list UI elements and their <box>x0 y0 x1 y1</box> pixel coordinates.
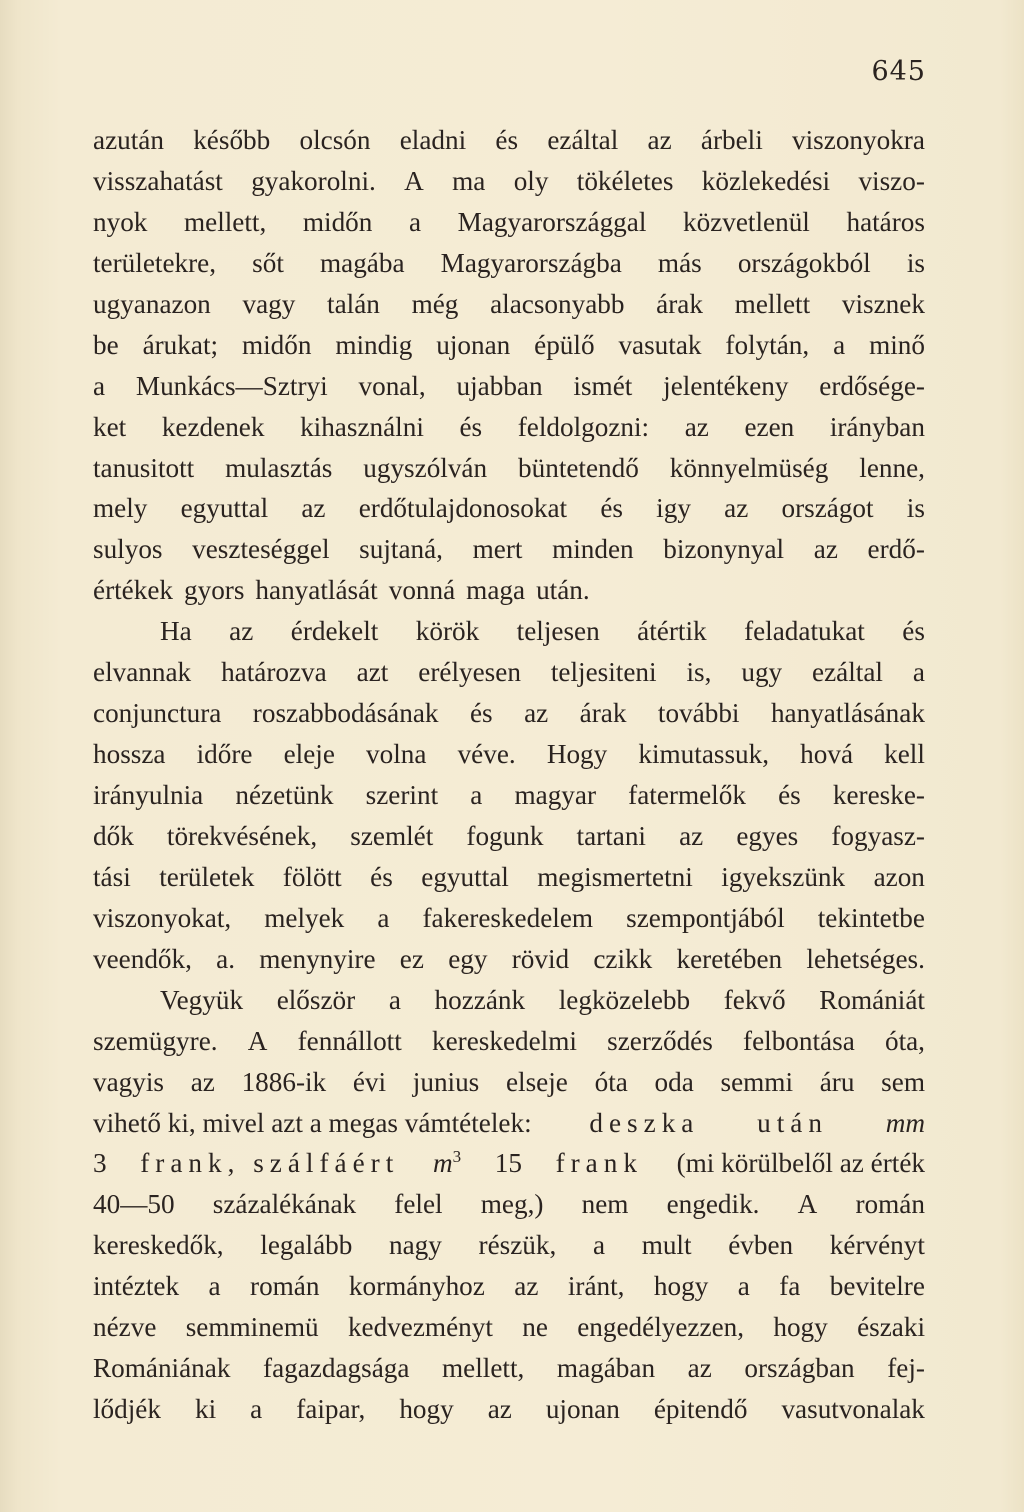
word: Ha <box>160 616 192 647</box>
word: feldolgozni: <box>517 411 650 442</box>
word: és <box>370 861 393 892</box>
word: legalább <box>260 1230 353 1261</box>
word: árukat; <box>142 329 219 360</box>
text-line <box>93 366 925 407</box>
word: gyors <box>184 575 245 606</box>
word: Romániának <box>93 1353 231 1384</box>
word: azt <box>356 657 389 688</box>
word: kimutassuk, <box>638 739 770 770</box>
text-line <box>93 120 925 161</box>
word: ma <box>452 165 486 196</box>
word: hogy <box>653 1271 709 1302</box>
word: és <box>902 616 925 647</box>
word: óta, <box>884 1025 925 1056</box>
word: vagyis <box>93 1066 164 1097</box>
word: viszonyokra <box>792 125 925 155</box>
word: fölött <box>282 861 342 892</box>
word: ujabban <box>456 370 543 401</box>
word: megismertetni <box>537 861 693 892</box>
word: A <box>404 165 424 196</box>
word: sem <box>881 1066 925 1097</box>
word: engedik. <box>666 1189 760 1220</box>
word: román <box>855 1189 925 1220</box>
word: körök <box>415 616 480 647</box>
word: feladatukat <box>744 616 865 647</box>
word: évi <box>352 1066 387 1097</box>
word: igyekszünk <box>721 861 846 892</box>
word: árak <box>656 288 703 319</box>
word: ket <box>93 411 127 442</box>
word: évben <box>728 1230 794 1261</box>
word: kihasználni <box>300 411 424 442</box>
text-line <box>93 529 925 570</box>
word: szerződés <box>607 1025 713 1056</box>
word: eladni <box>399 125 467 155</box>
page-number: 645 <box>871 56 926 87</box>
text-line <box>93 898 925 939</box>
word: az <box>301 493 326 524</box>
word: kereskedők, <box>93 1230 224 1261</box>
word: az <box>487 1394 512 1425</box>
word: minő <box>869 329 925 360</box>
word: ismét <box>573 370 633 401</box>
spaced-word: után <box>757 1107 828 1138</box>
text-line <box>93 1021 925 1062</box>
word: melyek <box>264 902 345 933</box>
word: czikk <box>593 943 653 974</box>
word: országokból <box>737 247 871 278</box>
word: teljesen <box>516 616 600 647</box>
word: kérvényt <box>829 1230 925 1261</box>
word: legközelebb <box>558 984 691 1015</box>
word: Munkács—Sztryi <box>135 370 328 401</box>
word: kell <box>884 739 925 770</box>
word: törekvésének, <box>166 820 318 851</box>
word: fogunk <box>466 820 544 851</box>
word: jelentékeny <box>663 370 789 401</box>
word: A <box>247 1025 268 1056</box>
word: alacsonyabb <box>490 288 625 319</box>
word: ne <box>522 1312 548 1343</box>
word: közlekedési <box>701 165 831 196</box>
word: tartani <box>576 820 646 851</box>
word: felel <box>394 1189 443 1220</box>
text-line <box>93 1062 925 1103</box>
word: intéztek <box>93 1271 180 1302</box>
word: százalékának <box>212 1189 357 1220</box>
word: nézve <box>93 1312 157 1343</box>
word: semminemü <box>185 1312 319 1343</box>
word: nagy <box>389 1230 442 1261</box>
word: tási <box>93 861 131 892</box>
spaced-word: deszka <box>589 1107 700 1138</box>
text-line <box>93 488 925 529</box>
word: magyar <box>514 780 597 810</box>
word: érdekelt <box>290 616 379 647</box>
word: midőn <box>241 329 312 360</box>
word: egyes <box>736 820 799 851</box>
word: fatermelők <box>628 780 746 810</box>
word: a <box>388 984 401 1015</box>
word: azután <box>93 125 164 155</box>
word: keretében <box>676 943 783 974</box>
word: ujonan <box>436 329 511 360</box>
word: határozva <box>221 657 327 688</box>
word: visznek <box>841 288 925 319</box>
number-value: 15 <box>494 1148 522 1179</box>
text-line-with-measures <box>93 1103 925 1144</box>
text-line <box>93 816 925 857</box>
word: folytán, <box>725 329 810 360</box>
word: könnyelmüség <box>669 452 829 483</box>
word: tökéletes <box>576 165 674 196</box>
word: oda <box>654 1066 694 1097</box>
text-line <box>93 1225 925 1266</box>
word: mely <box>93 493 148 524</box>
word: vasutvonalak <box>781 1394 925 1425</box>
word: mert <box>472 534 523 565</box>
word: fej- <box>887 1353 925 1384</box>
word: az <box>647 125 672 155</box>
text-line <box>93 161 925 202</box>
word: rövid <box>511 943 570 974</box>
word: gyakorolni. <box>251 165 376 196</box>
word: mult <box>641 1230 692 1261</box>
word: Vegyük <box>160 984 244 1015</box>
word: magába <box>319 247 405 278</box>
text-line <box>93 1266 925 1307</box>
word: hanyatlásának <box>770 698 925 729</box>
word: roszabbodásának <box>252 698 439 729</box>
word: is <box>906 493 925 524</box>
word: olcsón <box>299 125 371 155</box>
word: talán <box>327 288 380 319</box>
word: a <box>250 1394 263 1425</box>
word: ugyszólván <box>363 452 488 483</box>
text-line <box>93 325 925 366</box>
word: sujtaná, <box>359 534 443 565</box>
word: lehetséges. <box>806 943 925 974</box>
word: erélyesen <box>418 657 521 688</box>
word: vonná <box>388 575 456 606</box>
word: hanyatlását <box>255 575 378 606</box>
word: elseje <box>505 1066 568 1097</box>
word: viszo- <box>858 165 925 196</box>
word: irányban <box>829 411 925 442</box>
word: mellett, <box>183 206 267 237</box>
word: kedvezményt <box>347 1312 493 1343</box>
word: a <box>408 206 422 237</box>
word: mellett <box>734 288 811 319</box>
text-line <box>93 1307 925 1348</box>
word: véve. <box>457 739 516 770</box>
word: szerint <box>365 780 439 810</box>
word: nem <box>581 1189 629 1220</box>
word: szemügyre. <box>93 1025 218 1056</box>
word: az <box>679 820 704 851</box>
text-line <box>93 1184 925 1225</box>
word: vonal, <box>358 370 426 401</box>
word: árak <box>579 698 627 729</box>
word: országban <box>744 1353 855 1384</box>
text-line <box>93 202 925 243</box>
unit-label: m <box>432 1148 453 1179</box>
text-segment: vihető ki, mivel azt a megas vámtételek: <box>93 1107 532 1138</box>
word: és <box>459 411 483 442</box>
word: ki <box>194 1394 217 1425</box>
word: az <box>813 534 838 565</box>
number-value: 3 <box>93 1148 107 1179</box>
word: menynyire <box>259 943 376 974</box>
word: mindig <box>335 329 413 360</box>
unit-exponent: 3 <box>452 1147 462 1167</box>
word: faipar, <box>296 1394 366 1425</box>
word: és <box>600 493 623 524</box>
text-line <box>93 570 925 611</box>
word: junius <box>412 1066 480 1097</box>
word: szemlét <box>350 820 434 851</box>
word: fagazdagsága <box>263 1353 410 1384</box>
word: fakereskedelem <box>422 902 594 933</box>
word: az <box>684 411 709 442</box>
text-line <box>93 284 925 325</box>
word: 1886-ik <box>241 1066 327 1097</box>
word: egy <box>448 943 488 974</box>
word: kereske- <box>832 780 925 810</box>
text-line <box>93 243 925 284</box>
word: igy <box>656 493 691 524</box>
word: közvetlenül <box>683 206 810 237</box>
word: árbeli <box>700 125 763 155</box>
word: lődjék <box>93 1394 161 1425</box>
spaced-text: frank, szálfáért <box>140 1148 400 1179</box>
body-text <box>93 120 925 1430</box>
unit-label: mm <box>885 1107 925 1138</box>
word: az <box>724 493 749 524</box>
word: magában <box>556 1353 656 1384</box>
word: iránt, <box>567 1271 625 1302</box>
word: Magyarországba <box>440 247 622 278</box>
word: hogy <box>399 1394 454 1425</box>
text-line <box>93 775 925 816</box>
word: conjunctura <box>93 698 222 729</box>
text-line <box>93 693 925 734</box>
word: be <box>93 329 119 360</box>
word: fennállott <box>297 1025 402 1056</box>
word: veszteséggel <box>192 534 330 565</box>
word: határos <box>846 206 925 237</box>
word: értékek <box>93 575 173 606</box>
word: a <box>93 370 106 401</box>
word: 40—50 <box>93 1189 175 1220</box>
word: után. <box>536 575 590 606</box>
word: ezen <box>744 411 795 442</box>
word: hossza <box>93 739 166 770</box>
word: bizonynyal <box>663 534 785 565</box>
word: és <box>495 125 519 155</box>
text-line <box>93 939 925 980</box>
word: további <box>657 698 740 729</box>
word: ugyanazon <box>93 288 211 319</box>
word: hogy <box>773 1312 828 1343</box>
word: kereskedelmi <box>432 1025 577 1056</box>
word: visszahatást <box>93 165 223 196</box>
word: viszonyokat, <box>93 902 232 933</box>
word: hová <box>800 739 854 770</box>
word: területekre, <box>93 247 217 278</box>
word: erdő- <box>867 534 925 565</box>
word: a <box>737 1271 750 1302</box>
text-line <box>93 857 925 898</box>
text-line <box>93 980 925 1021</box>
word: azon <box>873 861 925 892</box>
word: ezáltal <box>812 657 883 688</box>
word: mulasztás <box>225 452 333 483</box>
text-line <box>93 448 925 489</box>
word: a <box>470 780 483 810</box>
word: a <box>592 1230 606 1261</box>
word: A <box>797 1189 818 1220</box>
word: bevitelre <box>829 1271 925 1302</box>
text-line <box>93 1389 925 1430</box>
word: egyuttal <box>421 861 509 892</box>
word: áru <box>819 1066 855 1097</box>
word: részük, <box>478 1230 557 1261</box>
word: is <box>906 247 925 278</box>
text-line <box>93 407 925 448</box>
text-line <box>93 734 925 775</box>
word: fa <box>779 1271 801 1302</box>
word: először <box>276 984 356 1015</box>
word: szempontjából <box>626 902 785 933</box>
word: más <box>657 247 702 278</box>
word: az <box>524 698 549 729</box>
word: időre <box>196 739 253 770</box>
word: és <box>778 780 801 810</box>
word: ugy <box>741 657 783 688</box>
word: vasutak <box>618 329 702 360</box>
word: sőt <box>252 247 284 278</box>
word: területek <box>159 861 255 892</box>
word: az <box>514 1271 539 1302</box>
word: fogyasz- <box>831 820 925 851</box>
word: az <box>229 616 254 647</box>
word: nyok <box>93 206 148 237</box>
word: ez <box>399 943 424 974</box>
word: épülő <box>534 329 595 360</box>
word: is, <box>686 657 712 688</box>
word: átértik <box>637 616 707 647</box>
word: tanusitott <box>93 452 195 483</box>
word: veendők, <box>93 943 192 974</box>
word: a. <box>216 943 236 974</box>
word: teljesiteni <box>550 657 657 688</box>
word: dők <box>93 820 134 851</box>
word: még <box>411 288 459 319</box>
word: semmi <box>720 1066 794 1097</box>
word: meg,) <box>480 1189 544 1220</box>
word: Romániát <box>819 984 925 1015</box>
word: sulyos <box>93 534 163 565</box>
word: hozzánk <box>434 984 526 1015</box>
text-line-with-measures <box>93 1143 925 1184</box>
word: tekintetbe <box>817 902 925 933</box>
word: kormányhoz <box>348 1271 485 1302</box>
word: maga <box>466 575 526 606</box>
word: később <box>193 125 271 155</box>
word: eleje <box>283 739 335 770</box>
word: a <box>912 657 925 688</box>
word: lenne, <box>859 452 925 483</box>
word: nézetünk <box>235 780 334 810</box>
word: erdősége- <box>819 370 925 401</box>
word: Hogy <box>546 739 608 770</box>
word: oly <box>513 165 549 196</box>
word: irányulnia <box>93 780 204 810</box>
word: a <box>377 902 390 933</box>
word: ezáltal <box>547 125 619 155</box>
word: ujonan <box>545 1394 620 1425</box>
word: a <box>208 1271 221 1302</box>
text-line <box>93 1348 925 1389</box>
spaced-word: frank <box>555 1148 643 1179</box>
word: fekvő <box>723 984 786 1015</box>
text-line <box>93 611 925 652</box>
word: midőn <box>302 206 373 237</box>
word: országot <box>781 493 874 524</box>
word: volna <box>366 739 427 770</box>
word: elvannak <box>93 657 192 688</box>
word: büntetendő <box>518 452 639 483</box>
word: épitendő <box>653 1394 748 1425</box>
word: az <box>687 1353 712 1384</box>
word: román <box>250 1271 320 1302</box>
word: a <box>833 329 846 360</box>
word: északi <box>857 1312 925 1343</box>
word: vagy <box>242 288 296 319</box>
word: Magyarországgal <box>457 206 647 237</box>
word: kezdenek <box>161 411 265 442</box>
word: minden <box>552 534 634 565</box>
word: mellett, <box>442 1353 525 1384</box>
text-line <box>93 652 925 693</box>
word: felbontása <box>743 1025 855 1056</box>
word: erdőtulajdonosokat <box>358 493 568 524</box>
word: egyuttal <box>180 493 269 524</box>
word: és <box>469 698 493 729</box>
text-segment: (mi körülbelől az érték <box>676 1148 925 1179</box>
word: engedélyezzen, <box>577 1312 745 1343</box>
word: óta <box>594 1066 628 1097</box>
word: az <box>190 1066 215 1097</box>
